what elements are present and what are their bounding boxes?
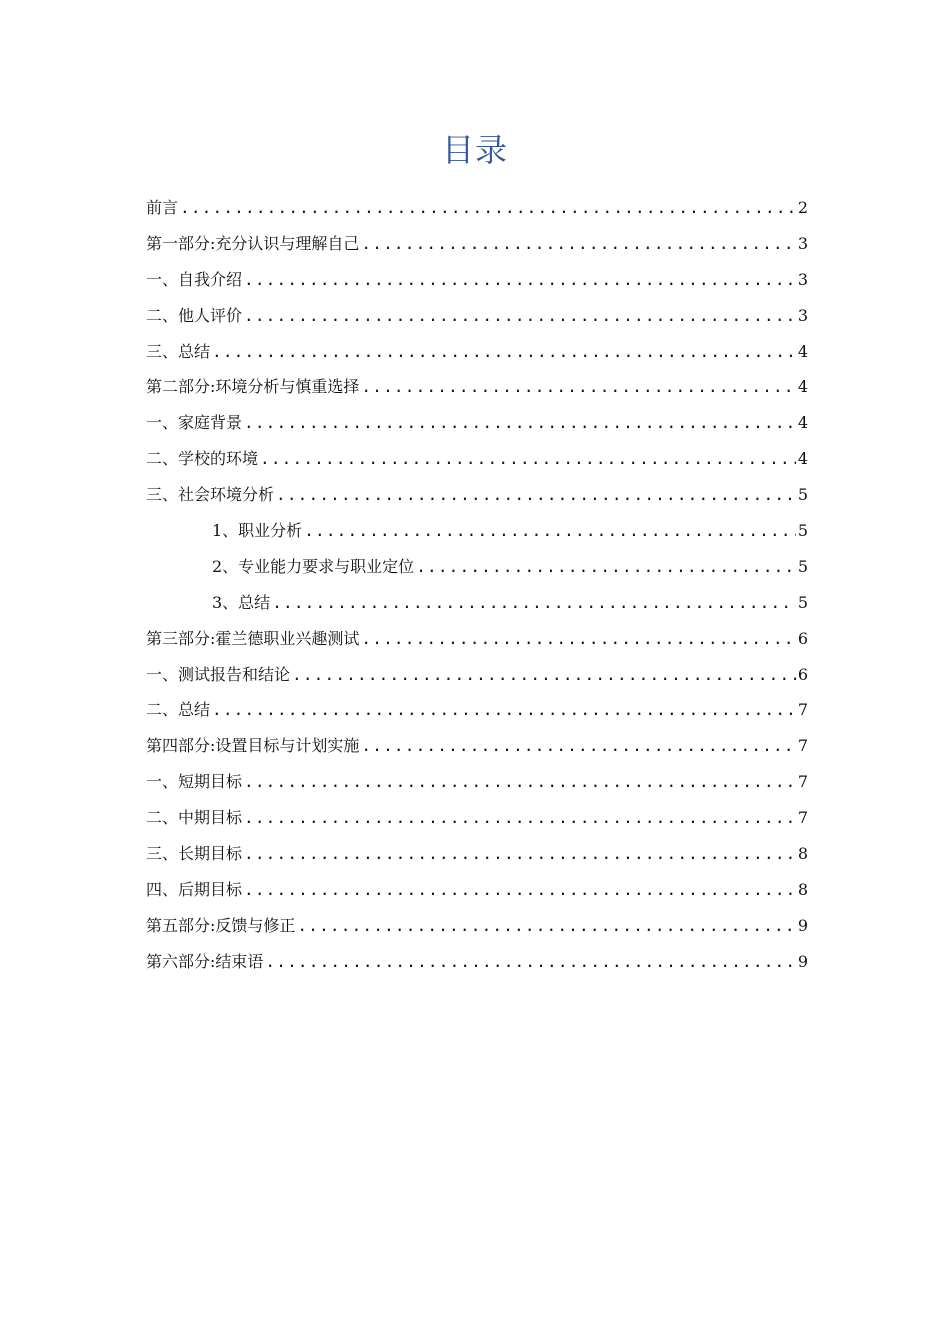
toc-page-number: 5 [797, 521, 808, 541]
toc-entry-label: 二、学校的环境 [146, 449, 259, 469]
toc-entry[interactable] [146, 944, 808, 980]
toc-entry[interactable] [146, 621, 808, 657]
toc-entry[interactable] [146, 477, 808, 513]
toc-dot-leader [416, 549, 796, 585]
toc-entry-label: 二、他人评价 [146, 305, 243, 325]
toc-entry[interactable] [146, 369, 808, 405]
toc-page-number: 5 [797, 556, 808, 576]
toc-dot-leader [292, 657, 796, 693]
toc-entry[interactable] [146, 513, 808, 549]
toc-page-number: 9 [797, 951, 808, 971]
toc-entry-label: 第二部分:环境分析与慎重选择 [146, 377, 360, 397]
toc-entry-label: 二、中期目标 [146, 808, 243, 828]
toc-entry[interactable] [146, 298, 808, 334]
toc-entry[interactable] [146, 728, 808, 764]
toc-page-number: 5 [797, 485, 808, 505]
toc-dot-leader [212, 334, 796, 370]
toc-entry-label: 一、测试报告和结论 [146, 664, 291, 684]
toc-page-number: 7 [797, 772, 808, 792]
toc-entry[interactable] [146, 549, 808, 585]
toc-dot-leader [244, 764, 796, 800]
toc-entry[interactable] [146, 441, 808, 477]
toc-entry[interactable] [146, 800, 808, 836]
toc-page-number: 4 [797, 413, 808, 433]
toc-entry[interactable] [146, 908, 808, 944]
toc-dot-leader [276, 477, 796, 513]
toc-entry-label: 1、职业分析 [212, 521, 303, 541]
toc-page-number: 3 [797, 305, 808, 325]
toc-dot-leader [244, 872, 796, 908]
toc-dot-leader [304, 513, 796, 549]
toc-entry-label: 前言 [146, 198, 179, 217]
toc-dot-leader [361, 369, 795, 405]
toc-dot-leader [244, 262, 796, 298]
toc-dot-leader [272, 585, 796, 621]
toc-entry[interactable] [146, 872, 808, 908]
toc-entry[interactable] [146, 836, 808, 872]
toc-page-number: 4 [797, 341, 808, 361]
toc-entry-label: 三、长期目标 [146, 844, 243, 864]
toc-dot-leader [297, 908, 795, 944]
toc-dot-leader [212, 692, 796, 728]
toc-entry-label: 二、总结 [146, 700, 211, 720]
toc-page-number: 6 [797, 664, 808, 684]
toc-entry-label: 第一部分:充分认识与理解自己 [146, 233, 360, 253]
toc-entry-label: 一、自我介绍 [146, 269, 243, 289]
toc-entry-label: 一、家庭背景 [146, 413, 243, 433]
toc-page-number: 2 [797, 198, 808, 217]
toc-dot-leader [361, 226, 795, 262]
toc-dot-leader [361, 728, 795, 764]
toc-dot-leader [244, 800, 796, 836]
toc-page-number: 5 [797, 592, 808, 612]
toc-page-number: 8 [797, 879, 808, 899]
toc-entry-label: 一、短期目标 [146, 772, 243, 792]
toc-dot-leader [361, 621, 795, 657]
toc-page-number: 3 [797, 269, 808, 289]
toc-entry-label: 第四部分:设置目标与计划实施 [146, 736, 360, 756]
toc-dot-leader [244, 405, 796, 441]
toc-page-number: 7 [797, 808, 808, 828]
toc-page-number: 8 [797, 844, 808, 864]
toc-entry-label: 第三部分:霍兰德职业兴趣测试 [146, 628, 360, 648]
toc-dot-leader [180, 190, 796, 226]
toc-entry-label: 三、总结 [146, 341, 211, 361]
toc-entry-label: 3、总结 [212, 592, 271, 612]
toc-entry-label: 三、社会环境分析 [146, 485, 275, 505]
toc-entry[interactable] [146, 262, 808, 298]
toc-entry[interactable] [146, 657, 808, 693]
toc-dot-leader [265, 944, 795, 980]
toc-entry[interactable] [146, 405, 808, 441]
toc-entry-label: 第五部分:反馈与修正 [146, 915, 296, 935]
toc-page-number: 4 [797, 377, 808, 397]
toc-entry-label: 第六部分:结束语 [146, 951, 264, 971]
toc-page-number: 4 [797, 449, 808, 469]
toc-page-number: 3 [797, 233, 808, 253]
toc-title: 目录 [441, 131, 508, 169]
toc-dot-leader [260, 441, 796, 477]
toc-page-number: 6 [797, 628, 808, 648]
toc-dot-leader [244, 298, 796, 334]
toc-page-number: 7 [797, 736, 808, 756]
toc-entry[interactable] [146, 226, 808, 262]
toc-entry[interactable] [146, 585, 808, 621]
toc-entry[interactable] [146, 334, 808, 370]
toc-entry[interactable] [146, 764, 808, 800]
toc-entry[interactable] [146, 692, 808, 728]
toc-page-number: 7 [797, 700, 808, 720]
toc-entry-label: 2、专业能力要求与职业定位 [212, 556, 415, 576]
toc-dot-leader [244, 836, 796, 872]
toc-page-number: 9 [797, 915, 808, 935]
toc-entry-label: 四、后期目标 [146, 879, 243, 899]
toc-entry[interactable] [146, 190, 808, 226]
table-of-contents [146, 190, 808, 980]
